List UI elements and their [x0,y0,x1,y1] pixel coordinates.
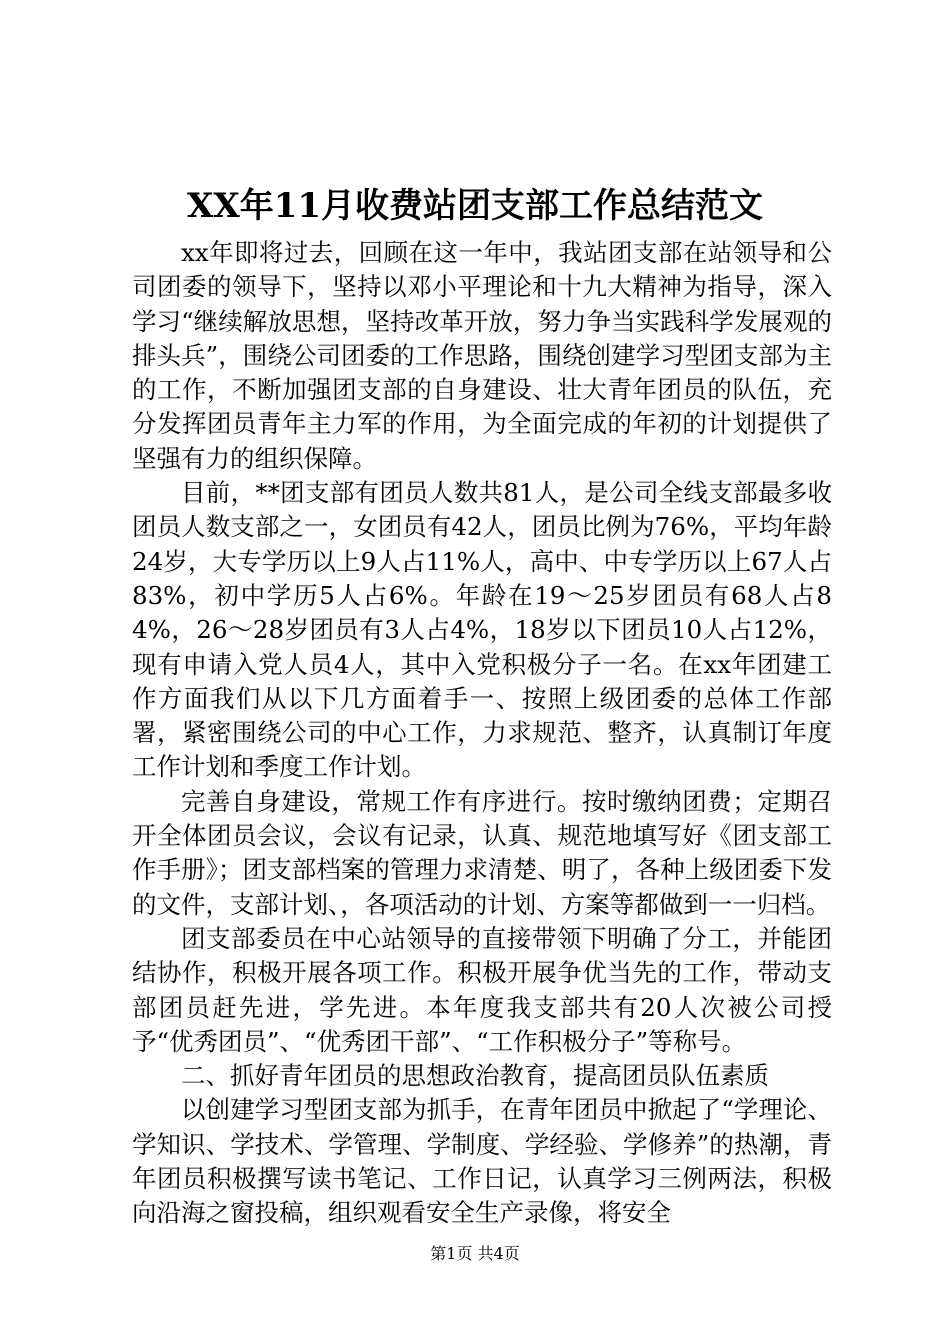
paragraph-self-building: 完善自身建设，常规工作有序进行。按时缴纳团费；定期召开全体团员会议，会议有记录，认真、规范地填写好《团支部工作手册》；团支部档案的管理力求清楚、明了，各种上级团委下发的文件，支部计划、，各项活动的计划、方案等都做到一一归档。 [132,786,832,919]
paragraph-committee: 团支部委员在中心站领导的直接带领下明确了分工，并能团结协作，积极开展各项工作。积极开展争优当先的工作，带动支部团员赶先进，学先进。本年度我支部共有20人次被公司授予“优秀团员”、“优秀团干部”、“工作积极分子”等称号。 [132,923,832,1056]
paragraph-intro: xx年即将过去，回顾在这一年中，我站团支部在站领导和公司团委的领导下，坚持以邓小平理论和十九大精神为指导，深入学习“继续解放思想，坚持改革开放，努力争当实践科学发展观的排头兵”，围绕公司团委的工作思路，围绕创建学习型团支部为主的工作，不断加强团支部的自身建设、壮大青年团员的队伍，充分发挥团员青年主力军的作用，为全面完成的年初的计划提供了坚强有力的组织保障。 [132,238,832,473]
section-heading: 二、抓好青年团员的思想政治教育，提高团员队伍素质 [181,1061,769,1091]
document-body [132,236,832,1231]
page-footer: 第1页 共4页 [430,1244,520,1263]
document-title: XX年11月收费站团支部工作总结范文 [186,186,764,226]
paragraph-learning: 以创建学习型团支部为抓手，在青年团员中掀起了“学理论、学知识、学技术、学管理、学制度、学经验、学修养”的热潮，青年团员积极撰写读书笔记、工作日记，认真学习三例两法，积极向沿海之窗投稿，组织观看安全生产录像，将安全 [132,1095,832,1228]
paragraph-statistics: 目前，**团支部有团员人数共81人，是公司全线支部最多收团员人数支部之一，女团员有42人，团员比例为76%，平均年龄24岁，大专学历以上9人占11%人，高中、中专学历以上67人占83%，初中学历5人占6%。年龄在19～25岁团员有68人占84%，26～28岁团员有3人占4%，18岁以下团员10人占12%，现有申请入党人员4人，其中入党积极分子一名。在xx年团建工作方面我们从以下几方面着手一、按照上级团委的总体工作部署，紧密围绕公司的中心工作，力求规范、整齐，认真制订年度工作计划和季度工作计划。 [132,478,832,782]
